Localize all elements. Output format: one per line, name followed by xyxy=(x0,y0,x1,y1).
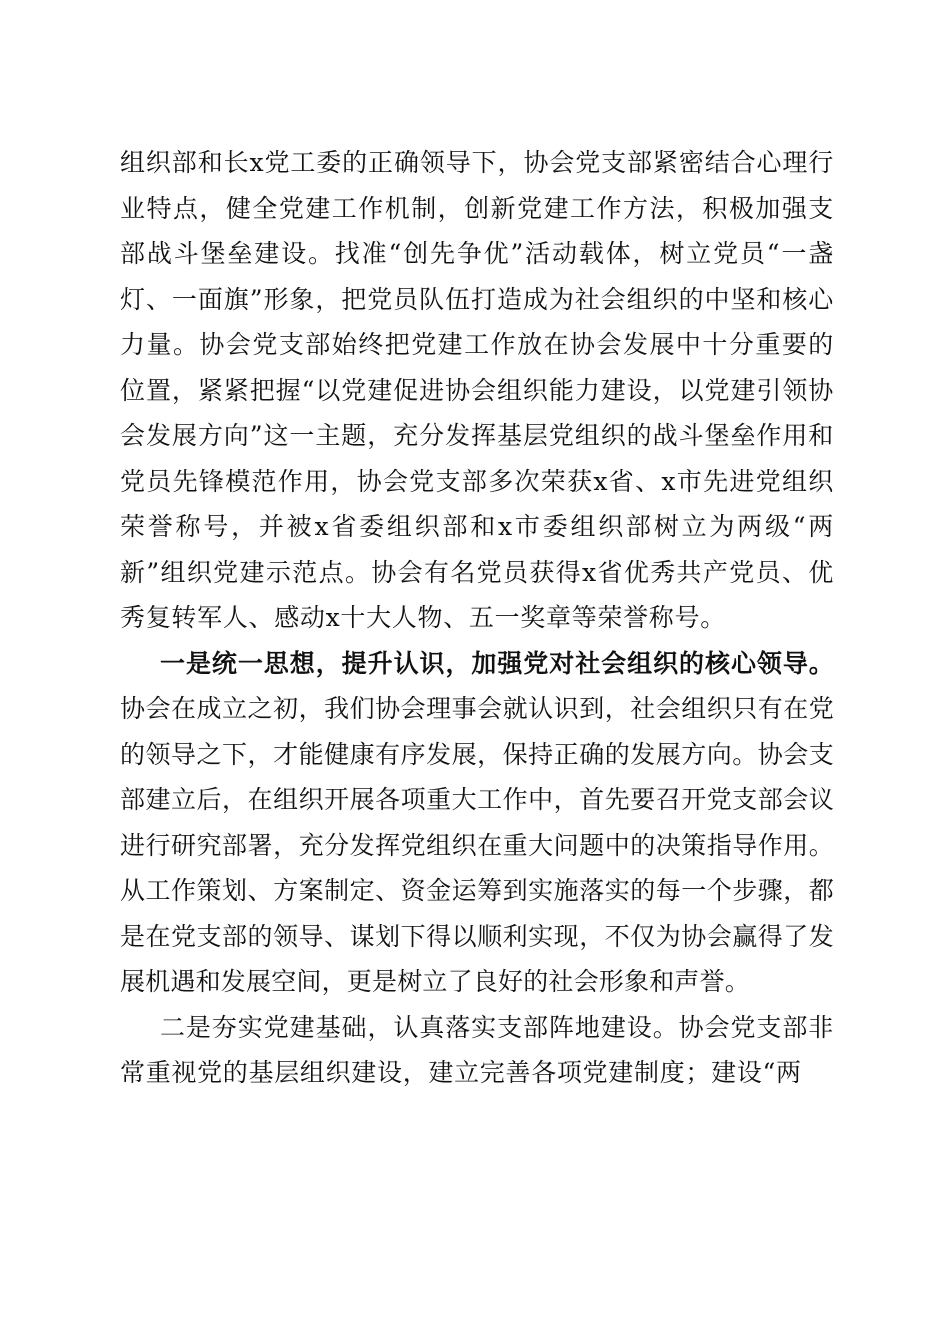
point-one-text: 协会在成立之初，我们协会理事会就认识到，社会组织只有在党的领导之下，才能健康有序发展，保持正确的发展方向。协会支部建立后，在组织开展各项重大工作中，首先要召开党支部会议进行研究部署，充分发挥党组织在重大问题中的决策指导作用。从工作策划、方案制定、资金运筹到实施落实的每一个步骤，都是在党支部的领导、谋划下得以顺利实现，不仅为协会赢得了发展机遇和发展空间，更是树立了良好的社会形象和声誉。 xyxy=(120,694,834,996)
paragraph-point-two xyxy=(120,1005,834,1096)
paragraph-intro-text: 组织部和长x党工委的正确领导下，协会党支部紧密结合心理行业特点，健全党建工作机制，创新党建工作方法，积极加强支部战斗堡垒建设。找准“创先争优”活动载体，树立党员“一盏灯、一面旗”形象，把党员队伍打造成为社会组织的中坚和核心力量。协会党支部始终把党建工作放在协会发展中十分重要的位置，紧紧把握“以党建促进协会组织能力建设，以党建引领协会发展方向”这一主题，充分发挥基层党组织的战斗堡垒作用和党员先锋模范作用，协会党支部多次荣获x省、x市先进党组织荣誉称号，并被x省委组织部和x市委组织部树立为两级“两新”组织党建示范点。协会有名党员获得x省优秀共产党员、优秀复转军人、感动x十大人物、五一奖章等荣誉称号。 xyxy=(120,148,834,632)
paragraph-intro xyxy=(120,140,834,641)
document-page xyxy=(120,140,834,1096)
point-one-heading: 一是统一思想，提升认识，加强党对社会组织的核心领导。 xyxy=(160,648,834,678)
paragraph-point-one xyxy=(120,641,834,1005)
point-two-text: 协会党支部非常重视党的基层组织建设，建立完善各项党建制度；建设“两 xyxy=(120,1012,834,1087)
point-two-heading: 二是夯实党建基础，认真落实支部阵地建设。 xyxy=(160,1012,679,1042)
